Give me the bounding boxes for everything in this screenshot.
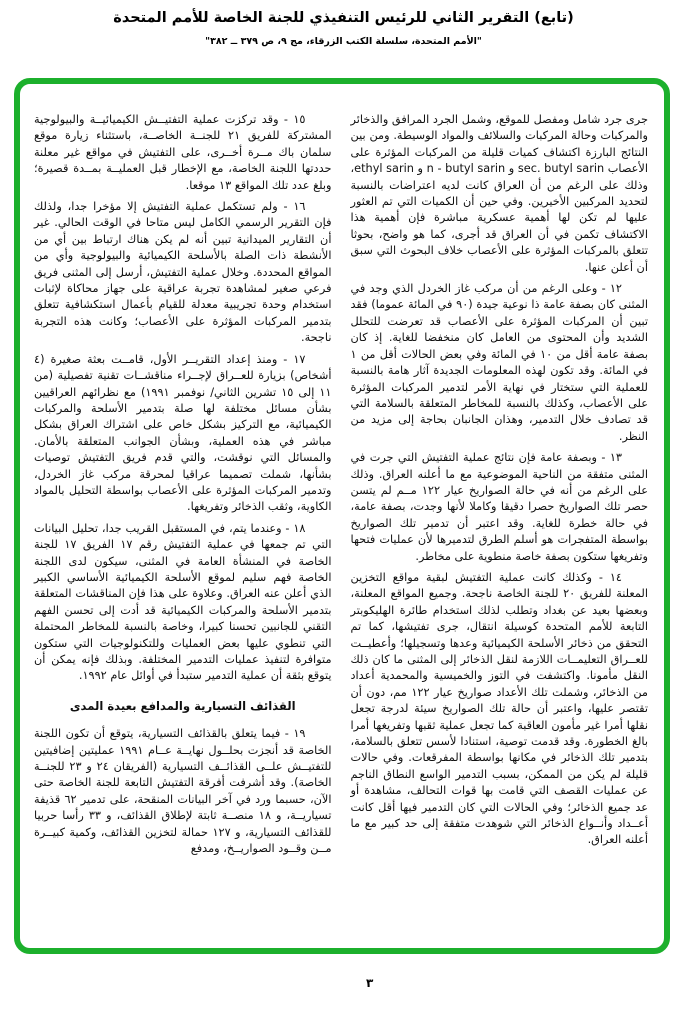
document-subtitle: "الأمم المتحدة، سلسلة الكتب الزرقاء، مج ٩، ص ٣٧٩ ــ ٣٨٢" — [205, 36, 482, 47]
column-right — [351, 112, 649, 938]
paragraph-12: ١٢ - وعلى الرغم من أن مركب غاز الخردل الذي وجد في المثنى كان بصفة عامة ذا نوعية جيدة (٩٠ في المائة عموما) فقد تبين أن المركبات المؤثرة على الأعصاب قد تعرضت للتحلل الشديد وأن المحتوى من العامل كان منخفضا للغاية. إذ كان بصفة عامة أقل من ١٠ في المائة وفي بعض الحالات أقل من ١ في المائة. وقد تكون لهذه المعلومات الجديدة آثار هامة بالنسبة للعملية التي ستختار في نهاية الأمر لتدمير المركبات المؤثرة على الأعصاب، وكذلك بالنسبة للمخاطر المتعلقة بالسلامة التي قد تصادف خلال التدمير، وهذان الجانبان بحاجة إلى مزيد من النظر. — [350, 282, 648, 443]
paragraph-15: ١٥ - وقد تركزت عملية التفتيــش الكيميائيــة والبيولوجية المشتركة للفريق ٢١ للجنــة الخاصــة، باستثناء زيارة موقع سلمان باك مــرة أخــرى، على التفتيش في مواقع غير معلنة حددتها اللجنة الخاصة، مع الإخطار قبل العمليــة بمــدة قصيرة؛ وبلغ عدد تلك المواقع ١٣ موقعا. — [34, 113, 332, 192]
paragraph-17: ١٧ - ومنذ إعداد التقريــر الأول، قامــت بعثة صغيرة (٤ أشخاص) بزيارة للعــراق لإجــراء مناقشــات تقنية تفصيلية (من ١١ إلى ١٥ تشرين الثاني/ نوفمبر ١٩٩١) مع نظرائهم العراقيين بشأن مسائل مختلفة لها صلة بتدمير الأسلحة والمركبات الكيميائية، مع التركيز بشكل خاص على اشتراك العراق بشكل مباشر في هذه العملية، وبشأن الجوانب المتعلقة بالأمان. والمسائل التي نوقشت، والتي قدم فريق التفتيش توصيات بشأنها، شملت تصميما عراقيا لمحرقة مركب غاز الخردل، وتدمير المركبات المؤثرة على الأعصاب بواسطة التحليل بالمواد الكاوية، وثقب الذخائر وتفريغها. — [34, 352, 332, 514]
paragraph-11-continuation: جرى جرد شامل ومفصل للموقع، وشمل الجرد المرافق والذخائر والمركبات وحالة المركبات والسلائف والمواد الوسيطة. ومن بين النتائج البارزة اكتشاف كميات قليلة من المركبات المؤثرة على الأعصاب sec. butyl sarin و n - butyl sarin و ethyl sarin، وذلك على الرغم من أن العراق كانت لديه اعتراضات بالنسبة لتحديد المركبين الأخيرين. وفي حين أن الكميات التي تم العثور عليها لم تكن لها أهمية عسكرية مباشرة فإن أهمية هذا الاكتشاف تكمن في أن العراق قد أجرى، كما هو واضح، بحوثا تتعلق بالمركبات المؤثرة على الأعصاب خلاف البحوث التي سبق أن أعلن عنها. — [350, 113, 648, 274]
paragraph-18: ١٨ - وعندما يتم، في المستقبل القريب جدا، تحليل البيانات التي تم جمعها في عملية التفتيش رقم ١٧ الفريق ١٧ للجنة الخاصة في المنشأة العامة في المثنى، سيكون لدى اللجنة الخاصة فهم سليم لموقع الأسلحة الكيميائية الأساسي الكبير الذي أعلن عنه العراق. وعلاوة على هذا فإن المناقشات المتعلقة بتدمير الأسلحة والمركبات الكيميائية قد أدت إلى تحسن الفهم التقني للجانبين تحسنا كبيرا، وخاصة بالنسبة للمخاطر المحتملة التي تنطوي عليها بعض العمليات وللتكنولوجيات التي ستكون متوافرة لتنفيذ عمليات التدمير المختلفة. وبذلك فإنه يمكن أن يتوقع بثقة أن عملية التدمير ستبدأ في أوائل عام ١٩٩٢. — [34, 521, 332, 683]
section-heading-ballistic-missiles: القذائف التسيارية والمدافع بعيدة المدى — [69, 698, 296, 713]
paragraph-14: ١٤ - وكذلك كانت عملية التفتيش لبقية مواقع التخزين المعلنة للفريق ٢٠ للجنة الخاصة ناجحة. وجميع المواقع المعلنة، وبعضها بعيد عن بغداد وتطلب لذلك استخدام طائرة الهليكوبتر التابعة للأمم المتحدة كوسيلة انتقال، جرى تفتيشها، كما تم التحقق من ذخائر الأسلحة الكيميائية وعدها وتسجيلها؛ وأعطيــت للعــراق التعليمــات اللازمة لنقل الذخائر إلى المثنى ما كان ذلك النقل مأمونا. واكتشفت في التوز والخميسية والمحمدية أعداد من الذخائر، وشملت تلك الأعداد صواريخ عيار ١٢٢ مم، دون أن تقتصر عليها، واعتبر أن حالة تلك الصواريخ سيئة لدرجة تجعل نقلها أمرا غير مأمون العاقبة كما تجعل عملية ثقبها وتفريغها أمرا بالغ الخطورة. وقد قدمت توصية، استنادا لأسس تتعلق بالسلامة، بتدمير تلك الذخائر في مكانها بواسطة المفرقعات. وفي حالات قليلة لم يكن من الممكن، بسبب التدمير الواسع النطاق الناجم عن عمليات القصف التي قامت بها قوات التحالف، مشاهدة أو عد جميع الذخائر؛ وفي الحالات التي كان التدمير فيها أقل كانت أعــداد وأنــواع الذخائر التي شوهدت متفقة إلى حد كبير مع ما أعلنه العراق. — [350, 570, 648, 847]
page-header — [0, 10, 687, 47]
content-border-box — [14, 78, 670, 954]
column-left — [34, 112, 332, 938]
paragraph-13: ١٣ - وبصفة عامة فإن نتائج عملية التفتيش التي جرت في المثنى متفقة من الناحية الموضوعية مع ما أعلنه العراق. وذلك على الرغم من أنه في حالة الصواريخ عيار ١٢٢ مــم لم يتسن حصر تلك الصواريخ حصرا دقيقا وكاملا لأنها وجدت، بصفة عامة، في حالة خطرة للغاية. وقد اعتبر أن تدمير تلك الصواريخ بواسطة المتفجرات هو أسلم الطرق لتدميرها لأن عمليات فتحها وتفريغها ستكون بصفة خاصة منطوية على مخاطر. — [350, 451, 648, 563]
document-title: (تابع) التقرير الثاني للرئيس التنفيذي للجنة الخاصة للأمم المتحدة — [113, 10, 574, 26]
paragraph-19: ١٩ - فيما يتعلق بالقذائف التسيارية، يتوقع أن تكون اللجنة الخاصة قد أنجزت بحلــول نهايــة عــام ١٩٩١ عمليتين إضافيتين للتفتيــش علــى القذائــف التسيارية (الفريقان ٢٤ و ٢٣ للجنــة الخاصة). وقد أشرفت أفرقة التفتيش التابعة للجنة الخاصة حتى الآن، حسبما ورد في آخر البيانات المنقحة، على تدمير ٦٢ قذيفة تسياريــة، و ١٨ منصــة ثابتة لإطلاق القذائف، و ٣٣ رأسا حربيا للقذائف التسيارية، و ١٢٧ حمالة لتخزين القذائف، وكمية كبيــرة مــن وقــود الصواريــخ، ومدفع — [34, 727, 332, 856]
page-number: ٣ — [366, 976, 374, 990]
two-column-layout — [34, 112, 648, 938]
paragraph-16: ١٦ - ولم تستكمل عملية التفتيش إلا مؤخرا جدا، ولذلك فإن التقرير الرسمي الكامل ليس متاحا في الوقت الحالي. غير أن التقارير الميدانية تبين أنه لم يكن هناك ارتباط بين أي من الأنشطة ذات الصلة بالأسلحة الكيميائية والبيولوجية وأي من المواقع المحددة. وخلال عملية التفتيش، أرسل إلى المثنى فريق فرعي صغير لمشاهدة تجربة عراقية على جهاز محاكاة لإثبات استخدام وحدة تجريبية معدلة للقيام بأعمال استكشافية تتعلق بتدمير المركبات المؤثرة على الأعصاب؛ وكانت هذه التجربة ناجحة. — [34, 200, 332, 345]
